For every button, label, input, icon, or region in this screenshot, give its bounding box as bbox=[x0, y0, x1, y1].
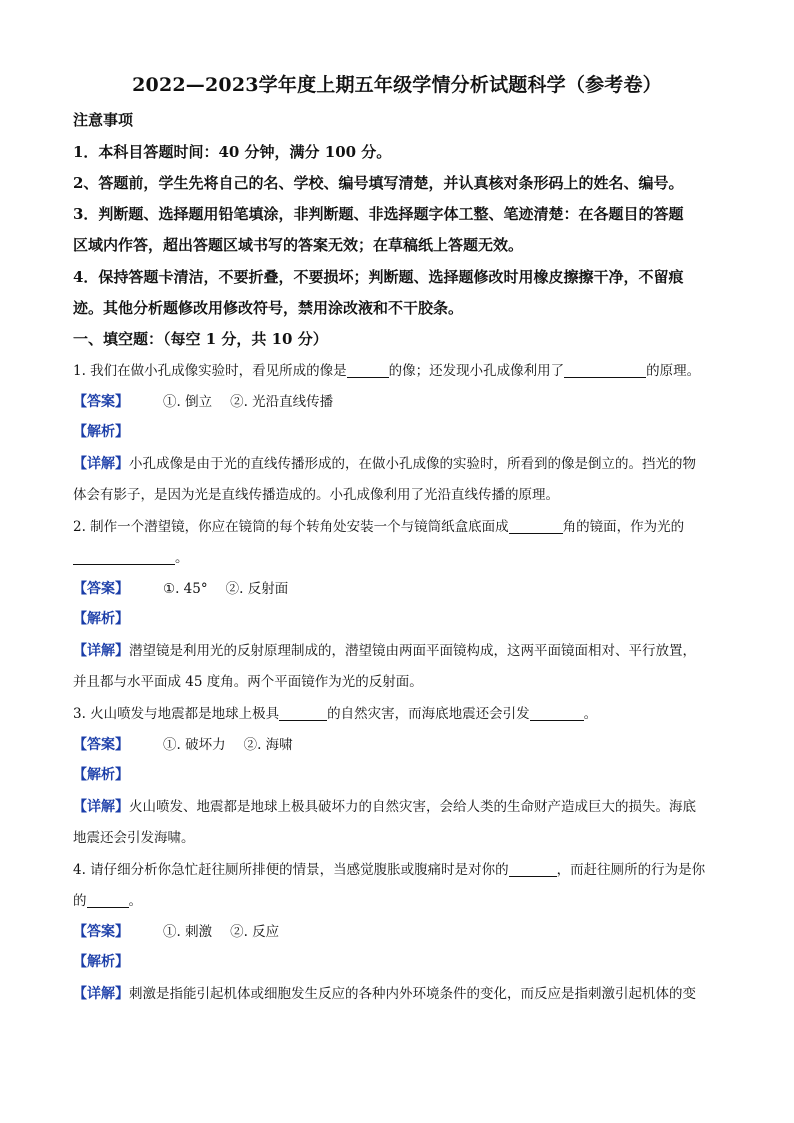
answer-label: 【答案】 bbox=[73, 924, 129, 940]
answer-label: 【答案】 bbox=[73, 394, 129, 410]
question-2 bbox=[73, 515, 684, 535]
question-3 bbox=[73, 702, 597, 722]
question-text: 的原理。 bbox=[646, 363, 701, 379]
detail-text: 小孔成像是由于光的直线传播形成的，在做小孔成像的实验时，所看到的像是倒立的。挡光的物 bbox=[129, 456, 696, 472]
question-1 bbox=[73, 359, 700, 379]
question-text: ，而赶往厕所的行为是你 bbox=[556, 862, 706, 878]
answer-blank bbox=[347, 363, 389, 378]
notice-line: 迹。其他分析题修改用修改符号，禁用涂改液和不干胶条。 bbox=[73, 299, 464, 317]
notice-line: 1．本科目答题时间：40 分钟，满分 100 分。 bbox=[73, 143, 392, 161]
notice-line: 区域内作答，超出答题区域书写的答案无效；在草稿纸上答题无效。 bbox=[73, 236, 524, 254]
question-text: 。 bbox=[175, 550, 189, 566]
answer-blank bbox=[530, 706, 584, 721]
question-text: 3. 火山喷发与地震都是地球上极具 bbox=[73, 706, 280, 722]
question-text: 2. 制作一个潜望镜，你应在镜筒的每个转角处安装一个与镜筒纸盒底面成 bbox=[73, 519, 509, 535]
question-2-cont bbox=[73, 546, 189, 566]
detail-line bbox=[73, 795, 696, 816]
analysis-label: 【解析】 bbox=[73, 424, 129, 440]
answer-label: 【答案】 bbox=[73, 581, 129, 597]
answer-option: ①. 倒立 bbox=[163, 394, 213, 410]
answer-blank bbox=[564, 363, 646, 378]
analysis-label: 【解析】 bbox=[73, 611, 129, 627]
question-4-cont bbox=[73, 889, 142, 909]
answer-blank bbox=[509, 519, 563, 534]
answer-option: ①. 45° bbox=[163, 581, 208, 597]
answer-row bbox=[73, 577, 288, 598]
question-text: 的自然灾害，而海底地震还会引发 bbox=[327, 706, 530, 722]
answer-blank bbox=[87, 893, 129, 908]
question-4 bbox=[73, 858, 705, 878]
detail-text: 火山喷发、地震都是地球上极具破坏力的自然灾害，会给人类的生命财产造成巨大的损失。海底 bbox=[129, 799, 696, 815]
detail-line bbox=[73, 639, 696, 660]
answer-option: ②. 反射面 bbox=[225, 581, 289, 597]
detail-text: 潜望镜是利用光的反射原理制成的，潜望镜由两面平面镜构成，这两平面镜面相对、平行放置， bbox=[129, 643, 696, 659]
notice-heading: 注意事项 bbox=[73, 111, 134, 129]
question-text: 1. 我们在做小孔成像实验时，看见所成的像是 bbox=[73, 363, 347, 379]
answer-label: 【答案】 bbox=[73, 737, 129, 753]
analysis-label: 【解析】 bbox=[73, 767, 129, 783]
detail-label: 【详解】 bbox=[73, 643, 129, 659]
detail-text: 刺激是指能引起机体或细胞发生反应的各种内外环境条件的变化，而反应是指刺激引起机体的变 bbox=[129, 986, 696, 1002]
question-text: 角的镜面，作为光的 bbox=[562, 519, 685, 535]
question-text: 。 bbox=[128, 893, 142, 909]
detail-label: 【详解】 bbox=[73, 986, 129, 1002]
answer-option: ②. 反应 bbox=[230, 924, 280, 940]
analysis-label: 【解析】 bbox=[73, 954, 129, 970]
question-text: 4. 请仔细分析你急忙赶往厕所排便的情景，当感觉腹胀或腹痛时是对你的 bbox=[73, 862, 509, 878]
question-text: 的像；还发现小孔成像利用了 bbox=[388, 363, 565, 379]
detail-line: 地震还会引发海啸。 bbox=[73, 830, 195, 846]
answer-option: ①. 破坏力 bbox=[163, 737, 226, 753]
answer-blank bbox=[279, 706, 327, 721]
answer-blank bbox=[73, 550, 175, 565]
question-text: 的 bbox=[73, 893, 87, 909]
notice-line: 3．判断题、选择题用铅笔填涂，非判断题、非选择题字体工整、笔迹清楚：在各题目的答题 bbox=[73, 205, 684, 223]
notice-line: 4．保持答题卡清洁，不要折叠，不要损坏；判断题、选择题修改时用橡皮擦擦干净，不留痕 bbox=[73, 268, 684, 286]
detail-line: 并且都与水平面成 45 度角。两个平面镜作为光的反射面。 bbox=[73, 674, 423, 690]
detail-label: 【详解】 bbox=[73, 456, 129, 472]
answer-row bbox=[73, 920, 279, 941]
section-heading: 一、填空题：（每空 1 分，共 10 分） bbox=[73, 330, 328, 348]
answer-row bbox=[73, 390, 333, 411]
page-title: 2022—2023学年度上期五年级学情分析试题科学（参考卷） bbox=[132, 74, 662, 96]
detail-label: 【详解】 bbox=[73, 799, 129, 815]
detail-line bbox=[73, 452, 696, 473]
answer-option: ②. 光沿直线传播 bbox=[230, 394, 334, 410]
detail-line: 体会有影子，是因为光是直线传播造成的。小孔成像利用了光沿直线传播的原理。 bbox=[73, 487, 559, 503]
detail-line bbox=[73, 982, 696, 1003]
answer-option: ②. 海啸 bbox=[243, 737, 293, 753]
notice-line: 2、答题前，学生先将自己的名、学校、编号填写清楚，并认真核对条形码上的姓名、编号。 bbox=[73, 174, 684, 192]
answer-row bbox=[73, 733, 293, 754]
answer-blank bbox=[509, 862, 557, 877]
question-text: 。 bbox=[583, 706, 598, 722]
answer-option: ①. 刺激 bbox=[163, 924, 213, 940]
